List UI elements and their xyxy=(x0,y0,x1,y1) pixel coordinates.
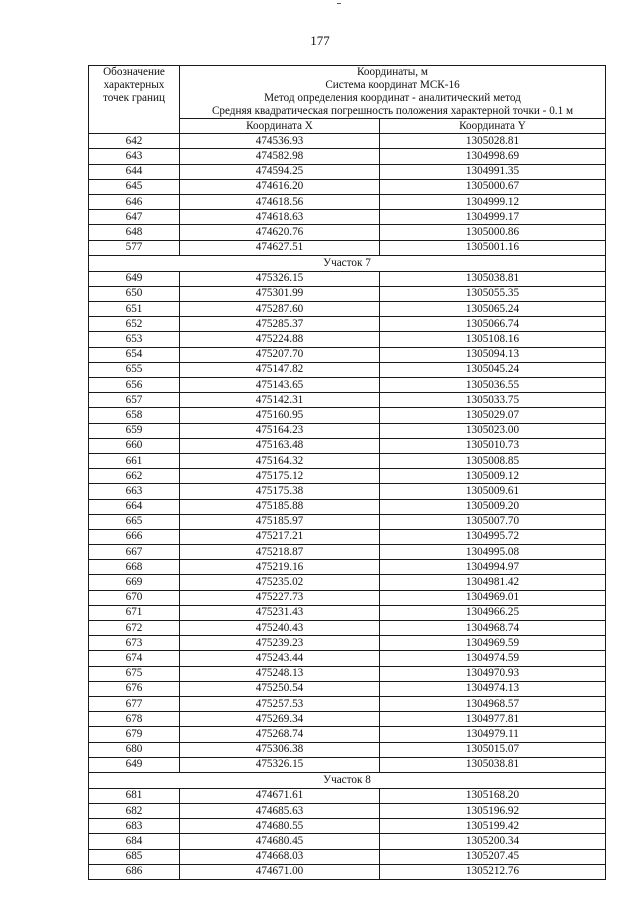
point-number: 676 xyxy=(89,681,180,696)
table-row xyxy=(89,484,606,499)
coordinate-x: 474618.63 xyxy=(180,210,380,225)
coordinate-y: 1305207.45 xyxy=(380,849,606,864)
table-row xyxy=(89,849,606,864)
coordinate-y: 1305000.67 xyxy=(380,179,606,194)
coordinate-y: 1305015.07 xyxy=(380,742,606,757)
coordinate-x: 474627.51 xyxy=(180,240,380,255)
table-row xyxy=(89,590,606,605)
coordinate-y: 1305001.16 xyxy=(380,240,606,255)
table-row xyxy=(89,712,606,727)
point-number: 648 xyxy=(89,225,180,240)
header-right-line: Средняя квадратическая погрешность положения характерной точки - 0.1 м xyxy=(211,105,574,117)
table-row xyxy=(89,149,606,164)
coordinate-x: 474671.00 xyxy=(180,864,380,879)
coordinate-y: 1305199.42 xyxy=(380,819,606,834)
point-number: 642 xyxy=(89,134,180,149)
coordinate-x: 475285.37 xyxy=(180,317,380,332)
coordinate-y: 1305033.75 xyxy=(380,393,606,408)
point-number: 647 xyxy=(89,210,180,225)
coordinate-x-header: Координата X xyxy=(180,119,380,134)
coordinate-y: 1304968.74 xyxy=(380,621,606,636)
coordinate-x: 475160.95 xyxy=(180,408,380,423)
table-row xyxy=(89,819,606,834)
coordinate-x: 474685.63 xyxy=(180,804,380,819)
coordinate-y: 1305055.35 xyxy=(380,286,606,301)
coordinate-y: 1304974.59 xyxy=(380,651,606,666)
coordinate-y: 1305200.34 xyxy=(380,834,606,849)
table-row xyxy=(89,423,606,438)
point-number: 653 xyxy=(89,332,180,347)
table-row xyxy=(89,545,606,560)
point-number: 675 xyxy=(89,666,180,681)
section-title: Участок 7 xyxy=(89,255,606,271)
point-number: 671 xyxy=(89,605,180,620)
coordinate-y: 1304970.93 xyxy=(380,666,606,681)
coordinate-x: 475219.16 xyxy=(180,560,380,575)
coordinate-x: 475248.13 xyxy=(180,666,380,681)
point-number: 649 xyxy=(89,271,180,286)
header-right-line: Координаты, м xyxy=(357,66,428,78)
table-row xyxy=(89,378,606,393)
coordinate-x: 474594.25 xyxy=(180,164,380,179)
point-number: 664 xyxy=(89,499,180,514)
coordinate-y: 1305038.81 xyxy=(380,757,606,772)
point-number: 669 xyxy=(89,575,180,590)
coordinate-y: 1305029.07 xyxy=(380,408,606,423)
point-number: 658 xyxy=(89,408,180,423)
coordinate-y: 1305045.24 xyxy=(380,362,606,377)
coordinate-x: 474582.98 xyxy=(180,149,380,164)
table-row xyxy=(89,393,606,408)
coordinate-y: 1305168.20 xyxy=(380,788,606,803)
point-number: 660 xyxy=(89,438,180,453)
coordinate-x: 474620.76 xyxy=(180,225,380,240)
table-row xyxy=(89,286,606,301)
coordinate-x: 475164.23 xyxy=(180,423,380,438)
coordinate-y: 1304966.25 xyxy=(380,605,606,620)
coordinate-x: 475227.73 xyxy=(180,590,380,605)
table-row xyxy=(89,240,606,255)
coordinate-y: 1304981.42 xyxy=(380,575,606,590)
table-row xyxy=(89,621,606,636)
coordinate-x: 474680.45 xyxy=(180,834,380,849)
section-row xyxy=(89,772,606,788)
point-number: 674 xyxy=(89,651,180,666)
table-row xyxy=(89,469,606,484)
table-row xyxy=(89,347,606,362)
coordinate-x: 475240.43 xyxy=(180,621,380,636)
coordinates-table xyxy=(88,65,606,880)
point-number: 682 xyxy=(89,804,180,819)
table-row xyxy=(89,362,606,377)
table-row xyxy=(89,164,606,179)
header-right-line: Метод определения координат - аналитический метод xyxy=(264,92,521,104)
point-number: 673 xyxy=(89,636,180,651)
point-number: 661 xyxy=(89,453,180,468)
point-number: 646 xyxy=(89,194,180,209)
coordinate-x: 475207.70 xyxy=(180,347,380,362)
point-number: 654 xyxy=(89,347,180,362)
coordinate-x: 475218.87 xyxy=(180,545,380,560)
point-number: 659 xyxy=(89,423,180,438)
coordinate-x: 475143.65 xyxy=(180,378,380,393)
coordinate-y: 1304977.81 xyxy=(380,712,606,727)
table-row xyxy=(89,302,606,317)
coordinate-y: 1304979.11 xyxy=(380,727,606,742)
header-left-line: Обозначение xyxy=(103,66,165,78)
table-row xyxy=(89,742,606,757)
point-number: 683 xyxy=(89,819,180,834)
coordinate-x: 475239.23 xyxy=(180,636,380,651)
coordinate-x: 475217.21 xyxy=(180,529,380,544)
point-number: 650 xyxy=(89,286,180,301)
table-row xyxy=(89,727,606,742)
coordinate-x: 475257.53 xyxy=(180,696,380,711)
coordinate-x: 475269.34 xyxy=(180,712,380,727)
coordinate-y: 1305094.13 xyxy=(380,347,606,362)
coordinate-x: 475147.82 xyxy=(180,362,380,377)
coordinate-y: 1305009.12 xyxy=(380,469,606,484)
coordinate-y: 1304995.08 xyxy=(380,545,606,560)
coordinate-y: 1304991.35 xyxy=(380,164,606,179)
coordinate-x: 475224.88 xyxy=(180,332,380,347)
coordinate-y: 1305009.20 xyxy=(380,499,606,514)
point-number: 665 xyxy=(89,514,180,529)
coordinate-x: 475287.60 xyxy=(180,302,380,317)
table-row xyxy=(89,332,606,347)
point-number: 656 xyxy=(89,378,180,393)
table-row xyxy=(89,834,606,849)
table-row xyxy=(89,194,606,209)
table-row xyxy=(89,499,606,514)
coordinate-y: 1305010.73 xyxy=(380,438,606,453)
point-number: 645 xyxy=(89,179,180,194)
point-number: 657 xyxy=(89,393,180,408)
coordinate-y: 1304974.13 xyxy=(380,681,606,696)
table-row xyxy=(89,804,606,819)
table-row xyxy=(89,408,606,423)
coordinate-y: 1304994.97 xyxy=(380,560,606,575)
coordinate-y: 1304995.72 xyxy=(380,529,606,544)
header-row xyxy=(89,66,606,119)
point-number: 672 xyxy=(89,621,180,636)
coordinate-x: 475301.99 xyxy=(180,286,380,301)
table-row xyxy=(89,271,606,286)
point-number: 677 xyxy=(89,696,180,711)
coordinate-y-header: Координата Y xyxy=(380,119,606,134)
point-number: 680 xyxy=(89,742,180,757)
coordinate-x: 475164.32 xyxy=(180,453,380,468)
coordinate-x: 474671.61 xyxy=(180,788,380,803)
coordinate-x: 474618.56 xyxy=(180,194,380,209)
point-designation-header xyxy=(89,66,180,134)
table-row xyxy=(89,636,606,651)
point-number: 655 xyxy=(89,362,180,377)
coordinate-x: 475268.74 xyxy=(180,727,380,742)
point-number: 684 xyxy=(89,834,180,849)
table-row xyxy=(89,453,606,468)
table-row xyxy=(89,681,606,696)
coordinates-header xyxy=(180,66,606,119)
table-row xyxy=(89,514,606,529)
coordinate-y: 1305066.74 xyxy=(380,317,606,332)
table-row xyxy=(89,788,606,803)
point-number: 577 xyxy=(89,240,180,255)
coordinate-y: 1304968.57 xyxy=(380,696,606,711)
table-row xyxy=(89,179,606,194)
header-right-line: Система координат МСК-16 xyxy=(325,79,460,91)
table-row xyxy=(89,651,606,666)
table-row xyxy=(89,134,606,149)
point-number: 652 xyxy=(89,317,180,332)
coordinate-y: 1304999.12 xyxy=(380,194,606,209)
coordinate-y: 1305212.76 xyxy=(380,864,606,879)
coordinate-y: 1304998.69 xyxy=(380,149,606,164)
coordinate-x: 475235.02 xyxy=(180,575,380,590)
point-number: 681 xyxy=(89,788,180,803)
coordinate-x: 475326.15 xyxy=(180,271,380,286)
section-row xyxy=(89,255,606,271)
table-row xyxy=(89,560,606,575)
point-number: 685 xyxy=(89,849,180,864)
point-number: 651 xyxy=(89,302,180,317)
point-number: 679 xyxy=(89,727,180,742)
table-row xyxy=(89,666,606,681)
point-number: 667 xyxy=(89,545,180,560)
table-row xyxy=(89,210,606,225)
coordinate-y: 1305196.92 xyxy=(380,804,606,819)
point-number: 663 xyxy=(89,484,180,499)
coordinate-x: 475243.44 xyxy=(180,651,380,666)
table-row xyxy=(89,696,606,711)
header-left-line: точек границ xyxy=(103,92,165,104)
coordinate-x: 474668.03 xyxy=(180,849,380,864)
table-row xyxy=(89,864,606,879)
table-row xyxy=(89,757,606,772)
page-number: 177 xyxy=(310,33,330,48)
point-number: 668 xyxy=(89,560,180,575)
coordinate-x: 475326.15 xyxy=(180,757,380,772)
coordinate-x: 475175.38 xyxy=(180,484,380,499)
coordinate-y: 1305008.85 xyxy=(380,453,606,468)
section-title: Участок 8 xyxy=(89,772,606,788)
coordinate-y: 1305028.81 xyxy=(380,134,606,149)
coordinate-y: 1305038.81 xyxy=(380,271,606,286)
table-row xyxy=(89,438,606,453)
coordinate-x: 475250.54 xyxy=(180,681,380,696)
table-row xyxy=(89,225,606,240)
coordinate-y: 1304969.59 xyxy=(380,636,606,651)
point-number: 644 xyxy=(89,164,180,179)
coordinate-y: 1304999.17 xyxy=(380,210,606,225)
point-number: 686 xyxy=(89,864,180,879)
coordinate-y: 1305023.00 xyxy=(380,423,606,438)
header-left-line: характерных xyxy=(103,79,165,91)
table-row xyxy=(89,605,606,620)
coordinate-x: 474536.93 xyxy=(180,134,380,149)
point-number: 678 xyxy=(89,712,180,727)
point-number: 666 xyxy=(89,529,180,544)
coordinate-x: 475175.12 xyxy=(180,469,380,484)
coordinate-y: 1304969.01 xyxy=(380,590,606,605)
point-number: 662 xyxy=(89,469,180,484)
table-row xyxy=(89,529,606,544)
coordinate-y: 1305009.61 xyxy=(380,484,606,499)
coordinate-x: 475231.43 xyxy=(180,605,380,620)
coordinate-x: 474616.20 xyxy=(180,179,380,194)
coordinate-y: 1305036.55 xyxy=(380,378,606,393)
point-number: 643 xyxy=(89,149,180,164)
coordinate-x: 475306.38 xyxy=(180,742,380,757)
point-number: 670 xyxy=(89,590,180,605)
coordinate-y: 1305007.70 xyxy=(380,514,606,529)
point-number: 649 xyxy=(89,757,180,772)
coordinate-x: 475185.97 xyxy=(180,514,380,529)
scan-mark xyxy=(337,3,341,4)
coordinate-x: 475185.88 xyxy=(180,499,380,514)
coordinate-y: 1305108.16 xyxy=(380,332,606,347)
coordinate-y: 1305065.24 xyxy=(380,302,606,317)
table-row xyxy=(89,575,606,590)
coordinate-y: 1305000.86 xyxy=(380,225,606,240)
table-row xyxy=(89,317,606,332)
coordinate-x: 474680.55 xyxy=(180,819,380,834)
coordinate-x: 475142.31 xyxy=(180,393,380,408)
coordinate-x: 475163.48 xyxy=(180,438,380,453)
